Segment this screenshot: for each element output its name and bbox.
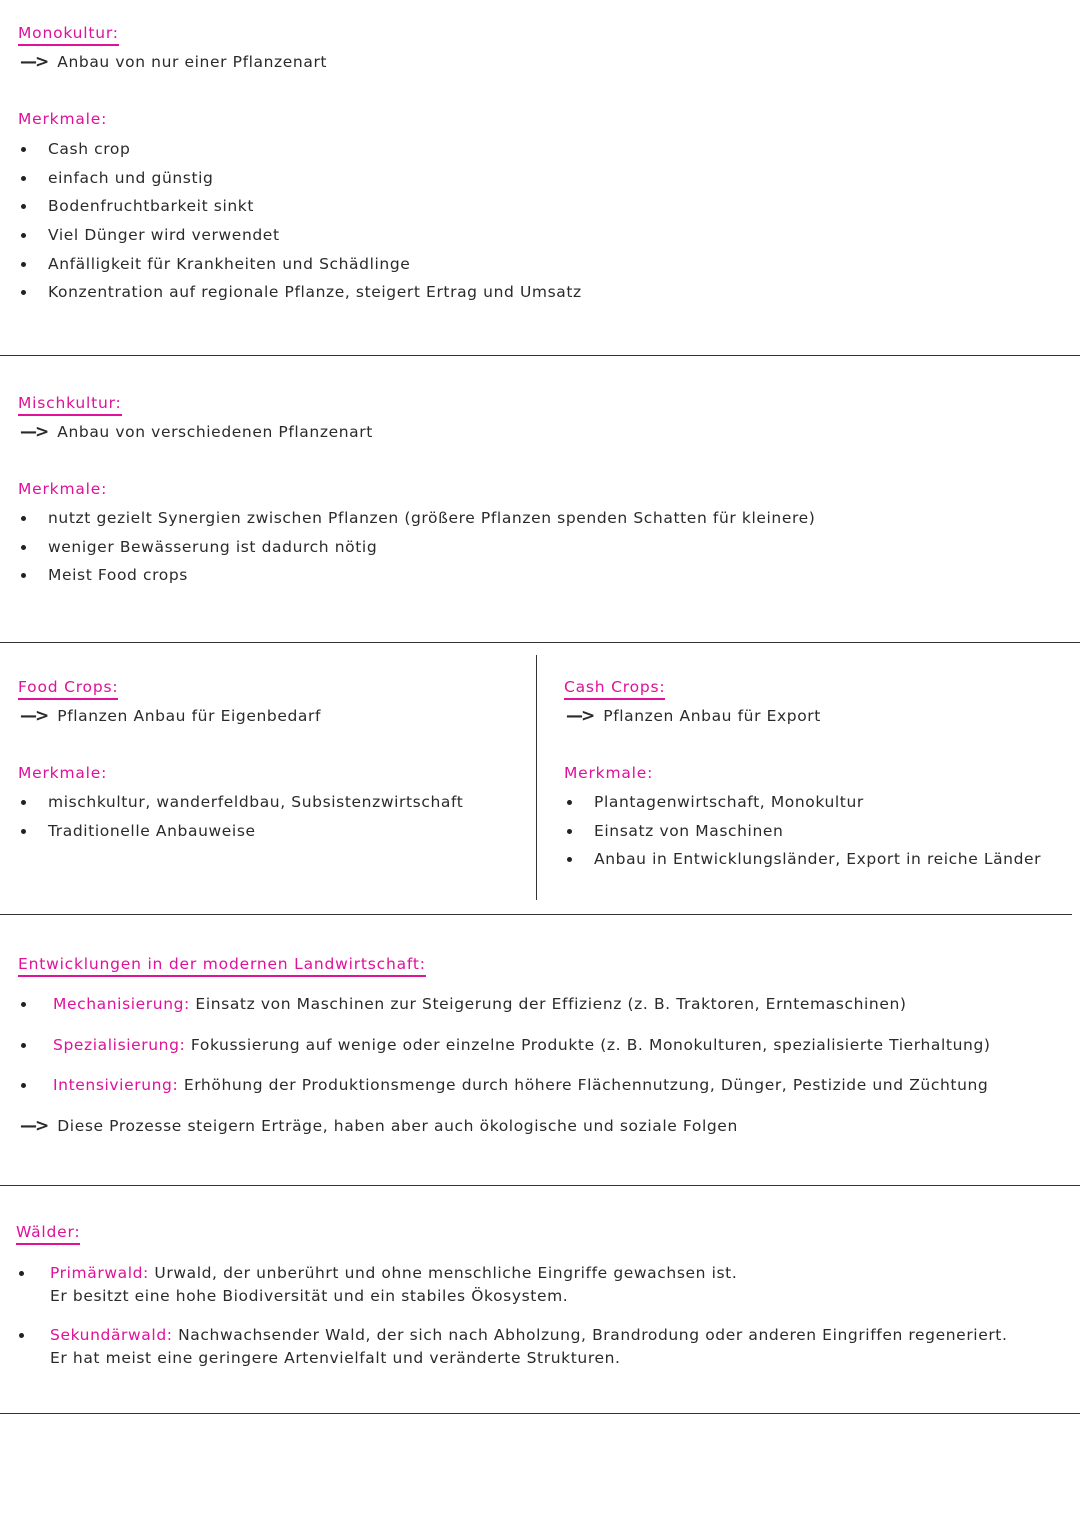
arrow-icon: —> (20, 1116, 48, 1136)
term-description: Erhöhung der Produktionsmenge durch höhere Flächennutzung, Dünger, Pestizide und Züchtung (183, 1076, 989, 1094)
list-item (18, 1065, 991, 1106)
definition-text: Anbau von nur einer Pflanzenart (57, 53, 328, 71)
term-label: Mechanisierung: (53, 995, 190, 1013)
term-description-line2: Er hat meist eine geringere Artenvielfalt und veränderte Strukturen. (50, 1349, 621, 1367)
term-label: Primärwald: (50, 1264, 149, 1282)
list-item: Viel Dünger wird verwendet (18, 221, 582, 250)
definition-mischkultur (20, 422, 373, 442)
list-item (18, 1025, 991, 1066)
definition-text: Pflanzen Anbau für Eigenbedarf (57, 707, 322, 725)
list-item: weniger Bewässerung ist dadurch nötig (18, 533, 815, 562)
conclusion-text: Diese Prozesse steigern Erträge, haben aber auch ökologische und soziale Folgen (57, 1117, 738, 1135)
arrow-icon: —> (566, 706, 594, 726)
list-item (18, 984, 991, 1025)
list-item: Einsatz von Maschinen (564, 817, 1041, 846)
merkmale-label: Merkmale: (18, 480, 108, 498)
heading-food-crops: Food Crops: (18, 678, 118, 700)
term-label: Spezialisierung: (53, 1035, 186, 1054)
list-item: Cash crop (18, 135, 582, 164)
term-description: Nachwachsender Wald, der sich nach Abholzung, Brandrodung oder anderen Eingriffen regeneriert. (178, 1326, 1008, 1344)
divider (0, 642, 1080, 643)
list-item: Plantagenwirtschaft, Monokultur (564, 788, 1041, 817)
term-description-line2: Er besitzt eine hohe Biodiversität und ein stabiles Ökosystem. (50, 1287, 569, 1305)
term-description: Fokussierung auf wenige oder einzelne Produkte (z. B. Monokulturen, spezialisierte Tierhaltung) (190, 1035, 991, 1054)
list-item: nutzt gezielt Synergien zwischen Pflanzen (größere Pflanzen spenden Schatten für kleinere) (18, 504, 815, 533)
merkmale-label: Merkmale: (18, 110, 108, 128)
term-description: Einsatz von Maschinen zur Steigerung der Effizienz (z. B. Traktoren, Erntemaschinen) (195, 995, 907, 1013)
heading-cash-crops: Cash Crops: (564, 678, 665, 700)
heading-waelder: Wälder: (16, 1223, 80, 1245)
heading-monokultur: Monokultur: (18, 24, 119, 46)
list-item: einfach und günstig (18, 164, 582, 193)
definition-monokultur (20, 52, 327, 72)
list-item: mischkultur, wanderfeldbau, Subsistenzwirtschaft (18, 788, 463, 817)
column-divider (536, 655, 537, 900)
definition-text: Pflanzen Anbau für Export (603, 707, 821, 725)
arrow-icon: —> (20, 52, 48, 72)
list-item: Traditionelle Anbauweise (18, 817, 463, 846)
definition-text: Anbau von verschiedenen Pflanzenart (57, 423, 373, 441)
heading-mischkultur: Mischkultur: (18, 394, 122, 416)
term-description: Urwald, der unberührt und ohne menschliche Eingriffe gewachsen ist. (154, 1264, 738, 1282)
list-item: Anfälligkeit für Krankheiten und Schädlinge (18, 250, 582, 279)
definition-cash-crops (566, 706, 821, 726)
conclusion (20, 1116, 738, 1136)
list-item: Konzentration auf regionale Pflanze, steigert Ertrag und Umsatz (18, 278, 582, 307)
divider (0, 914, 1072, 915)
divider (0, 355, 1080, 356)
divider (0, 1413, 1080, 1414)
list-item: Meist Food crops (18, 561, 815, 590)
merkmale-label: Merkmale: (18, 764, 108, 782)
list-item: Anbau in Entwicklungsländer, Export in reiche Länder (564, 845, 1041, 874)
list-item (16, 1324, 1056, 1370)
entwicklungen-list (18, 984, 991, 1106)
merkmale-label: Merkmale: (564, 764, 654, 782)
divider (0, 1185, 1080, 1186)
merkmale-list-cash-crops (564, 788, 1041, 874)
definition-food-crops (20, 706, 321, 726)
list-item (16, 1262, 1056, 1308)
arrow-icon: —> (20, 422, 48, 442)
merkmale-list-mischkultur (18, 504, 815, 590)
term-label: Intensivierung: (53, 1076, 179, 1094)
heading-entwicklungen: Entwicklungen in der modernen Landwirtschaft: (18, 955, 426, 977)
list-item: Bodenfruchtbarkeit sinkt (18, 192, 582, 221)
merkmale-list-monokultur (18, 135, 582, 307)
waelder-list (16, 1262, 1056, 1386)
merkmale-list-food-crops (18, 788, 463, 845)
arrow-icon: —> (20, 706, 48, 726)
term-label: Sekundärwald: (50, 1326, 173, 1344)
